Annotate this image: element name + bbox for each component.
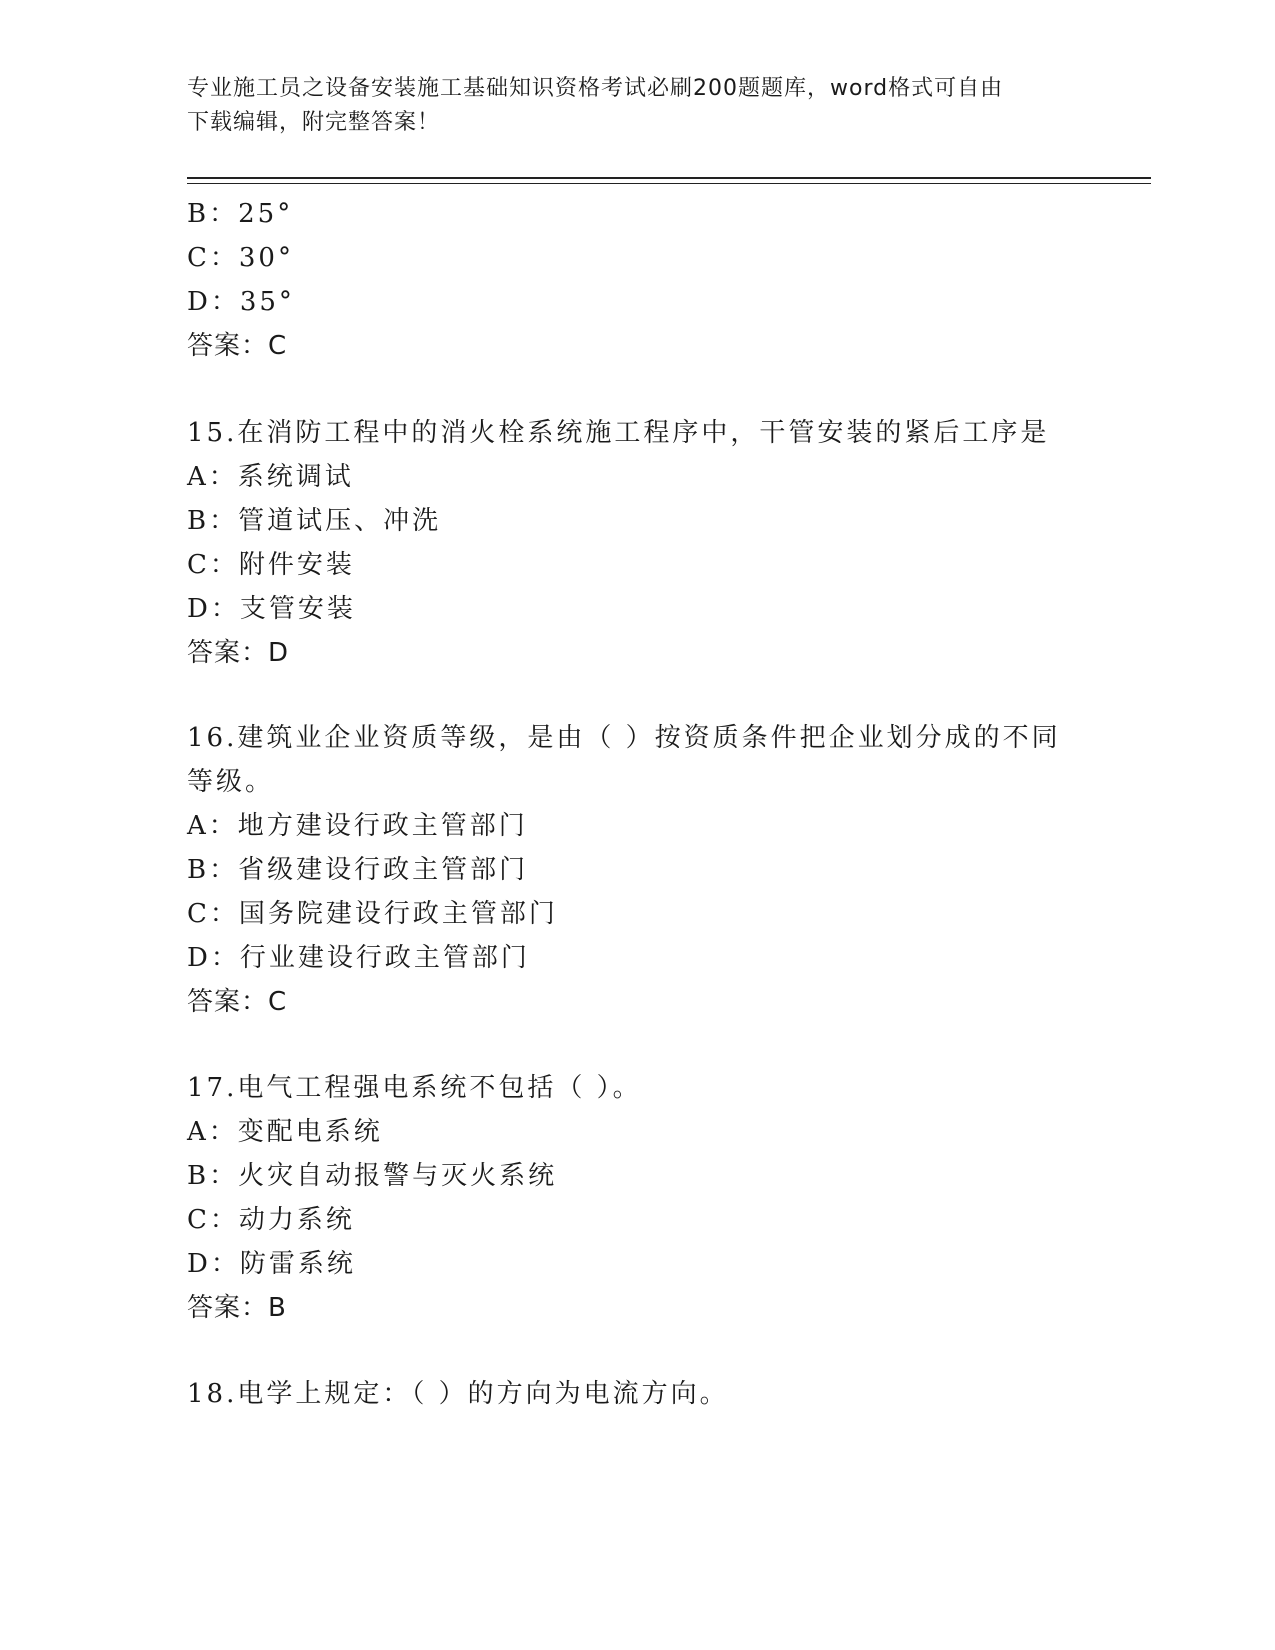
option-d: D：35°: [187, 287, 295, 317]
option-c: C：国务院建设行政主管部门: [187, 899, 558, 929]
option-c: C：动力系统: [187, 1205, 355, 1235]
question-stem: 17.电气工程强电系统不包括（ ）。: [187, 1073, 642, 1103]
answer: 答案：D: [187, 638, 290, 668]
header-rule-thick: [187, 177, 1151, 179]
option-c: C：30°: [187, 243, 294, 273]
option-b: B：管道试压、冲洗: [187, 506, 442, 536]
option-b: B：省级建设行政主管部门: [187, 855, 529, 885]
document-header: [187, 72, 1087, 140]
header-rule-thin: [187, 183, 1151, 184]
question-stem: 18.电学上规定：（ ）的方向为电流方向。: [187, 1379, 729, 1409]
question-stem-continued: 等级。: [187, 767, 275, 797]
question-stem: 16.建筑业企业资质等级，是由（ ）按资质条件把企业划分成的不同: [187, 723, 1061, 753]
option-c: C：附件安装: [187, 550, 355, 580]
option-a: A：地方建设行政主管部门: [187, 811, 528, 841]
option-a: A：系统调试: [187, 462, 354, 492]
option-d: D：行业建设行政主管部门: [187, 943, 530, 973]
option-b: B：25°: [187, 199, 294, 229]
answer: 答案：C: [187, 331, 288, 361]
option-b: B：火灾自动报警与灭火系统: [187, 1161, 558, 1191]
answer: 答案：C: [187, 987, 288, 1017]
option-a: A：变配电系统: [187, 1117, 383, 1147]
question-stem: 15.在消防工程中的消火栓系统施工程序中，干管安装的紧后工序是: [187, 418, 1050, 448]
answer: 答案：B: [187, 1293, 287, 1323]
option-d: D：支管安装: [187, 594, 356, 624]
header-line-1: 专业施工员之设备安装施工基础知识资格考试必刷200题题库，word格式可自由: [187, 76, 1004, 101]
header-line-2: 下载编辑，附完整答案！: [187, 110, 441, 135]
option-d: D：防雷系统: [187, 1249, 356, 1279]
